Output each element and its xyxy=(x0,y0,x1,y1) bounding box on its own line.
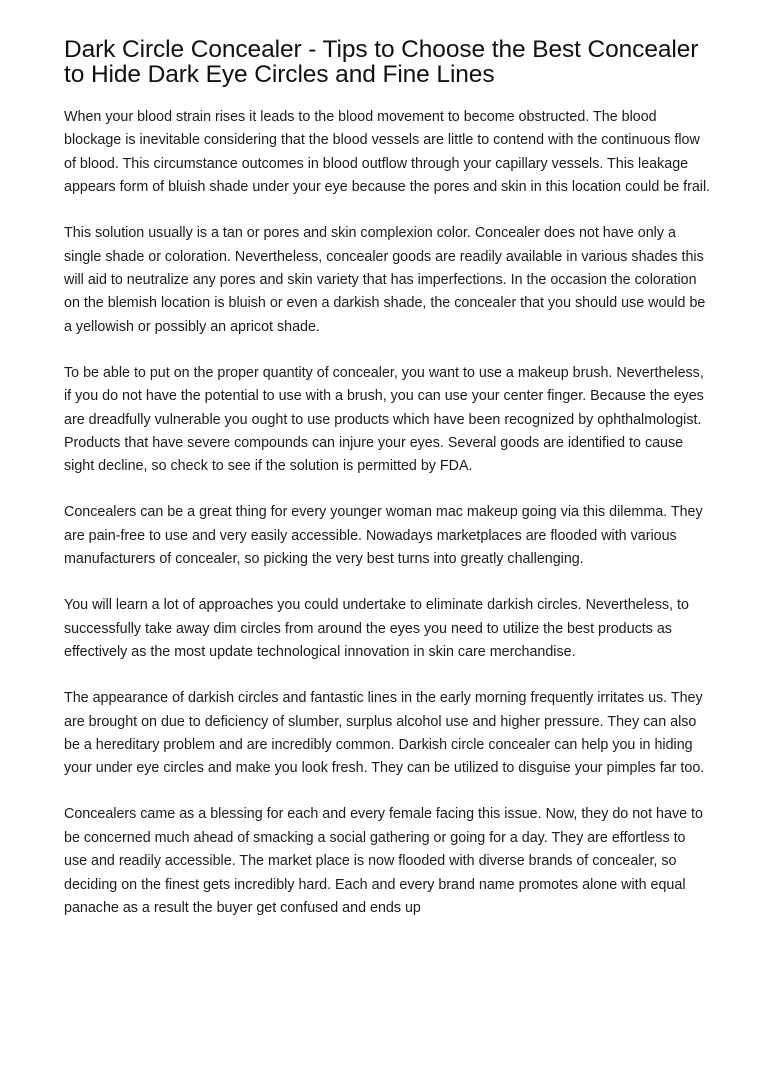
document-title: Dark Circle Concealer - Tips to Choose the Best Concealer to Hide Dark Eye Circles and Fine Lines xyxy=(64,36,699,88)
paragraph-4: Concealers can be a great thing for every younger woman mac makeup going via this dilemma. They are pain-free to use and very easily accessible. Nowadays marketplaces are flooded with various manufacturers of concealer, so picking the very best turns into greatly challenging. xyxy=(64,504,703,568)
paragraph-3: To be able to put on the proper quantity of concealer, you want to use a makeup brush. Nevertheless, if you do not have the potential to use with a brush, you can use your center finger. Because the eyes are dreadfully vulnerable you ought to use products which have been recognized by ophthalmologist. Products that have severe compounds can injure your eyes. Several goods are identified to cause sight decline, so check to see if the solution is permitted by FDA. xyxy=(64,364,704,475)
paragraph-1: When your blood strain rises it leads to the blood movement to become obstructed. The blood blockage is inevitable considering that the blood vessels are little to contend with the continuous flow of blood. This circumstance outcomes in blood outflow through your capillary vessels. This leakage appears form of bluish shade under your eye because the pores and skin in this location could be frail. xyxy=(64,109,711,196)
paragraph-2: This solution usually is a tan or pores and skin complexion color. Concealer does not have only a single shade or coloration. Nevertheless, concealer goods are readily available in various shades this will aid to neutralize any pores and skin variety that has imperfections. In the occasion the coloration on the blemish location is bluish or even a darkish shade, the concealer that you should use would be a yellowish or possibly an apricot shade. xyxy=(64,225,706,335)
document-page xyxy=(64,37,712,943)
paragraph-5: You will learn a lot of approaches you could undertake to eliminate darkish circles. Nevertheless, to successfully take away dim circles from around the eyes you need to utilize the best products as effectively as the most update technological innovation in skin care merchandise. xyxy=(64,597,689,661)
paragraph-7: Concealers came as a blessing for each and every female facing this issue. Now, they do not have to be concerned much ahead of smacking a social gathering or going for a day. They are effortless to use and readily accessible. The market place is now flooded with diverse brands of concealer, so deciding on the finest gets incredibly hard. Each and every brand name promotes alone with equal panache as a result the buyer get confused and ends up xyxy=(64,806,703,916)
paragraph-6: The appearance of darkish circles and fantastic lines in the early morning frequently irritates us. They are brought on due to deficiency of slumber, surplus alcohol use and higher pressure. They can also be a hereditary problem and are incredibly common. Darkish circle concealer can help you in hiding your under eye circles and make you look fresh. They can be utilized to disguise your pimples far too. xyxy=(64,690,705,777)
